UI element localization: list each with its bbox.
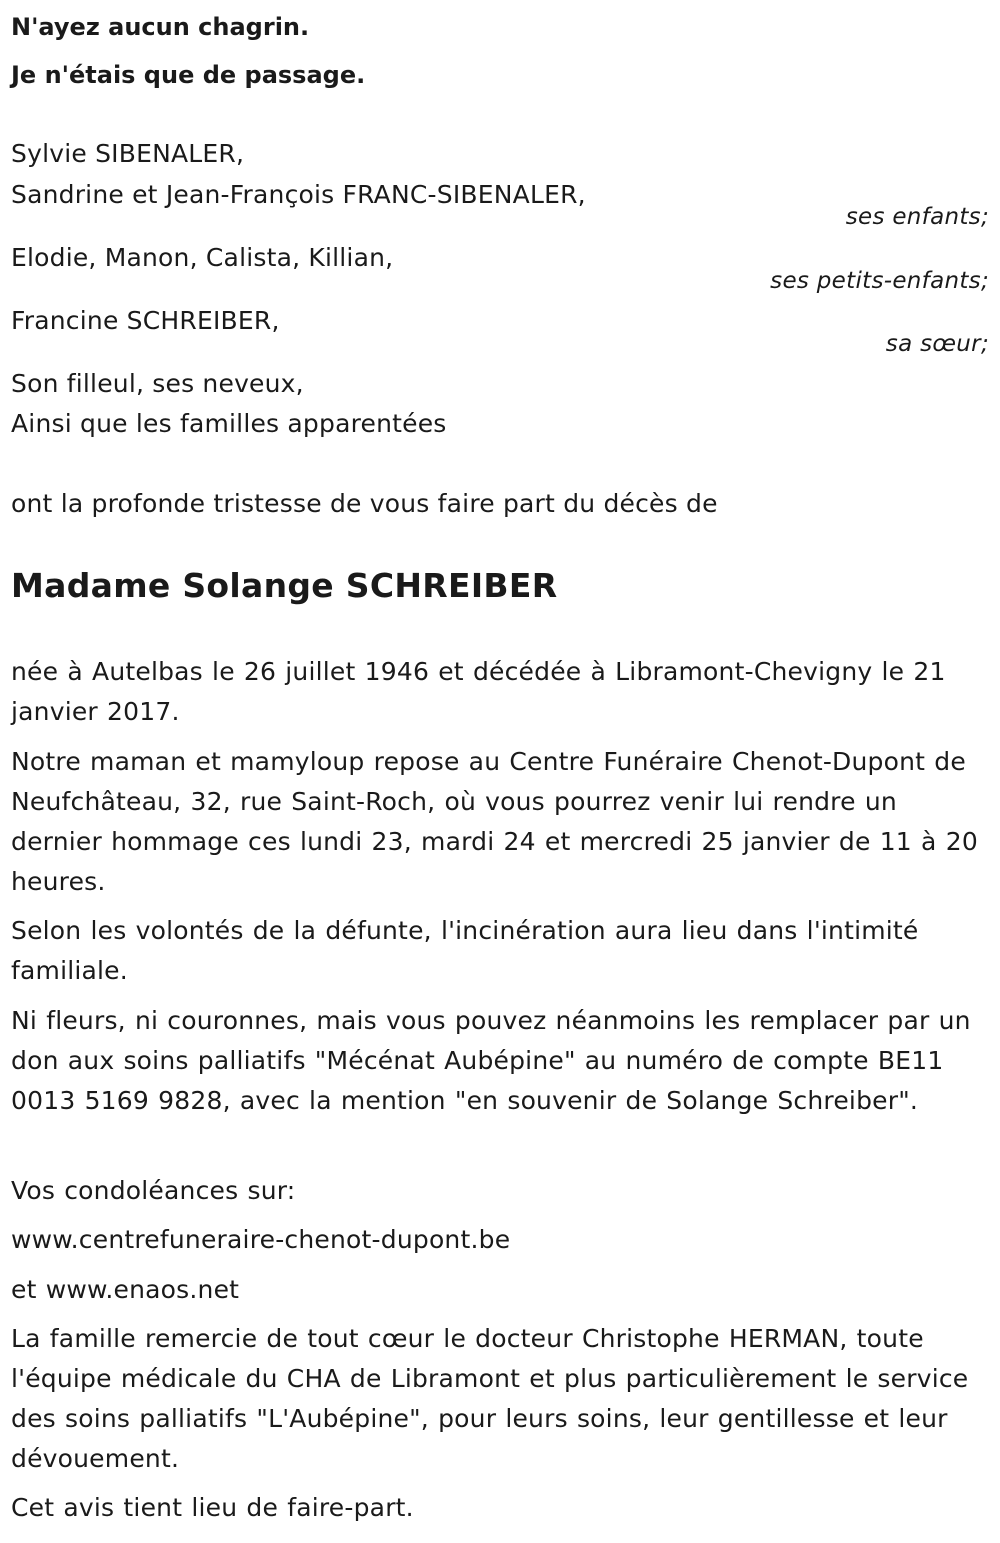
condolences-label: Vos condoléances sur: <box>11 1176 296 1205</box>
announcement: ont la profonde tristesse de vous faire part du décès de <box>11 489 718 518</box>
obituary-notice <box>11 0 989 1543</box>
donation-paragraph: Ni fleurs, ni couronnes, mais vous pouvez néanmoins les remplacer par un don aux soins palliatifs "Mécénat Aubépine" au numéro de compte BE11 0013 5169 9828, avec la mention "en souvenir de Solange Schreiber". <box>11 1006 971 1115</box>
sister-relation: sa sœur; <box>885 331 989 357</box>
deceased-name: Madame Solange SCHREIBER <box>11 566 558 605</box>
thanks-paragraph: La famille remercie de tout cœur le docteur Christophe HERMAN, toute l'équipe médicale du CHA de Libramont et plus particulièrement le service des soins palliatifs "L'Aubépine", pour leurs soins, leur gentillesse et leur dévouement. <box>11 1324 969 1473</box>
website-link-2: et www.enaos.net <box>11 1275 240 1304</box>
viewing-paragraph: Notre maman et mamyloup repose au Centre Funéraire Chenot-Dupont de Neufchâteau, 32, rue Saint-Roch, où vous pourrez venir lui rendre un dernier hommage ces lundi 23, mardi 24 et mercredi 25 janvier de 11 à 20 heures. <box>11 747 978 896</box>
website-link-1: www.centrefuneraire-chenot-dupont.be <box>11 1225 511 1254</box>
family-others-2: Ainsi que les familles apparentées <box>11 409 447 438</box>
epigraph-line-1: N'ayez aucun chagrin. <box>11 13 310 41</box>
closing-line: Cet avis tient lieu de faire-part. <box>11 1493 414 1522</box>
family-grandchildren: Elodie, Manon, Calista, Killian, <box>11 243 394 272</box>
epigraph-line-2: Je n'étais que de passage. <box>11 61 366 89</box>
family-sister: Francine SCHREIBER, <box>11 306 280 335</box>
children-relation: ses enfants; <box>845 204 989 230</box>
birth-death-paragraph: née à Autelbas le 26 juillet 1946 et décédée à Libramont-Chevigny le 21 janvier 2017. <box>11 657 946 726</box>
family-child-2: Sandrine et Jean-François FRANC-SIBENALER, <box>11 180 586 209</box>
family-others-1: Son filleul, ses neveux, <box>11 369 304 398</box>
grandchildren-relation: ses petits-enfants; <box>770 268 989 294</box>
cremation-paragraph: Selon les volontés de la défunte, l'incinération aura lieu dans l'intimité familiale. <box>11 916 919 985</box>
family-child-1: Sylvie SIBENALER, <box>11 139 245 168</box>
